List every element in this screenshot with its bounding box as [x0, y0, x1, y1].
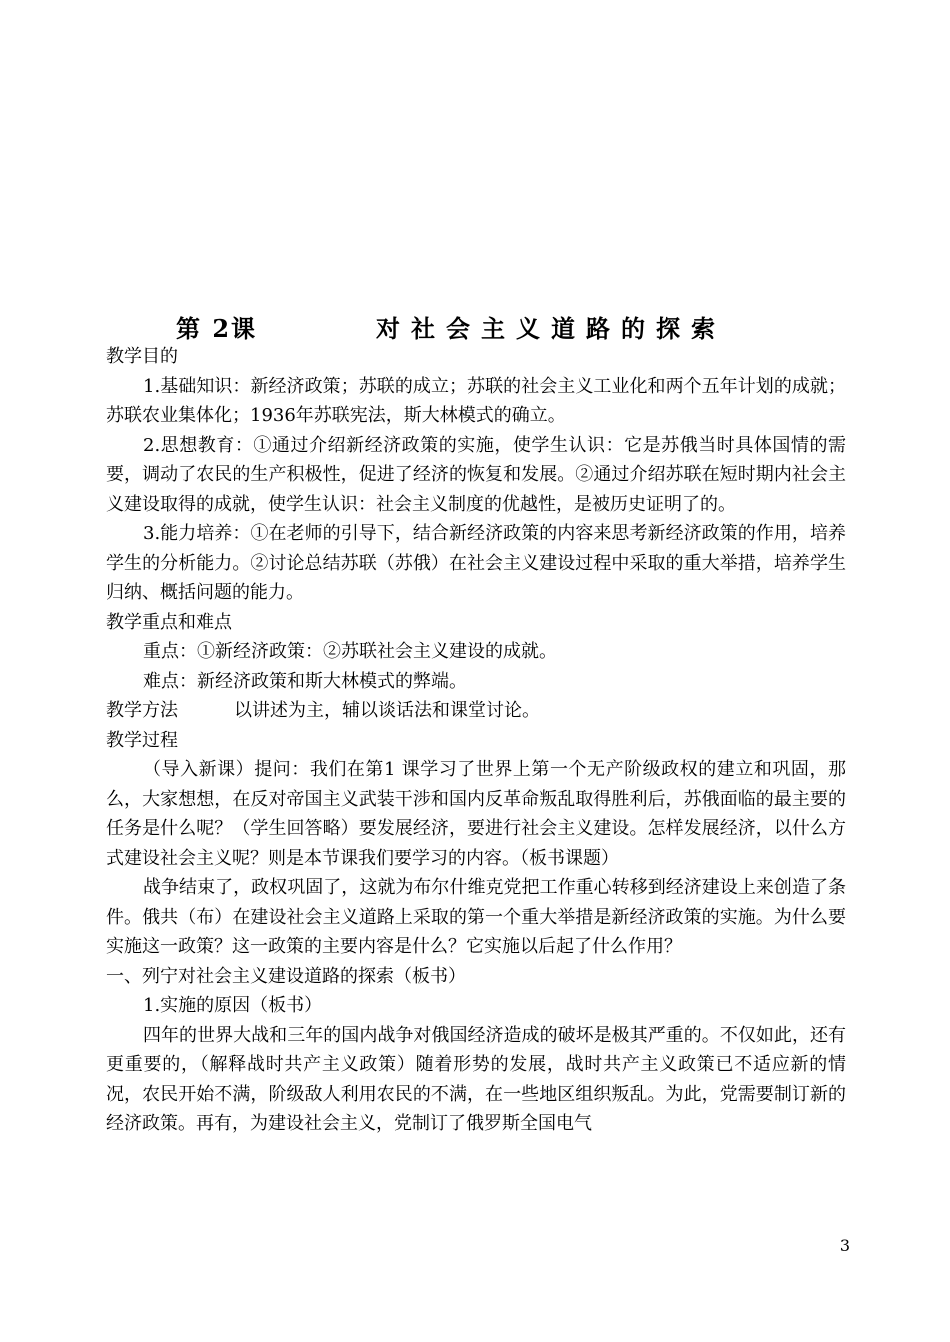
document-body: [106, 342, 846, 1139]
objective-knowledge: 1.基础知识：新经济政策；苏联的成立；苏联的社会主义工业化和两个五年计划的成就；苏联农业集体化；1936年苏联宪法，斯大林模式的确立。: [106, 375, 846, 426]
keypoints-heading: 教学重点和难点: [106, 611, 232, 633]
keypoint-text: 重点：①新经济政策：②苏联社会主义建设的成就。: [143, 641, 557, 662]
process-heading: 教学过程: [106, 729, 178, 751]
page-number: 3: [839, 1236, 850, 1255]
objective-ideology: 2.思想教育：①通过介绍新经济政策的实施，使学生认识：它是苏俄当时具体国情的需要，调动了农民的生产积极性，促进了经济的恢复和发展。②通过介绍苏联在短时期内社会主义建设取得的成就，使学生认识：社会主义制度的优越性，是被历史证明了的。: [106, 434, 846, 515]
section-1-heading: 一、列宁对社会主义建设道路的探索（板书）: [106, 965, 466, 987]
subsection-1-heading: 1.实施的原因（板书）: [143, 995, 323, 1016]
method-label: 教学方法: [106, 700, 178, 721]
objective-ability: 3.能力培养：①在老师的引导下，结合新经济政策的内容来思考新经济政策的作用，培养学生的分析能力。②讨论总结苏联（苏俄）在社会主义建设过程中采取的重大举措，培养学生归纳、概括问题的能力。: [106, 523, 846, 603]
lesson-number: 第 2课: [176, 314, 258, 343]
objectives-heading: 教学目的: [106, 346, 178, 367]
intro-paragraph: （导入新课）提问：我们在第1 课学习了世界上第一个无产阶级政权的建立和巩固，那么，大家想想，在反对帝国主义武装干涉和国内反革命叛乱取得胜利后，苏俄面临的最主要的任务是什么呢？（学生回答略）要发展经济，要进行社会主义建设。怎样发展经济，以什么方式建设社会主义呢？则是本节课我们要学习的内容。（板书课题）: [106, 759, 846, 869]
reason-paragraph: 四年的世界大战和三年的国内战争对俄国经济造成的破坏是极其严重的。不仅如此，还有更重要的，（解释战时共产主义政策）随着形势的发展，战时共产主义政策已不适应新的情况，农民开始不满，阶级敌人利用农民的不满，在一些地区组织叛乱。为此，党需要制订新的经济政策。再有，为建设社会主义，党制订了俄罗斯全国电气: [106, 1024, 846, 1134]
difficulty-text: 难点：新经济政策和斯大林模式的弊端。: [143, 670, 467, 692]
teaching-method: [106, 696, 846, 726]
method-text: 以讲述为主，辅以谈话法和课堂讨论。: [234, 700, 540, 721]
lesson-name: 对社会主义道路的探索: [376, 314, 726, 343]
transition-paragraph: 战争结束了，政权巩固了，这就为布尔什维克党把工作重心转移到经济建设上来创造了条件。俄共（布）在建设社会主义道路上采取的第一个重大举措是新经济政策的实施。为什么要实施这一政策？这一政策的主要内容是什么？它实施以后起了什么作用？: [106, 877, 846, 957]
